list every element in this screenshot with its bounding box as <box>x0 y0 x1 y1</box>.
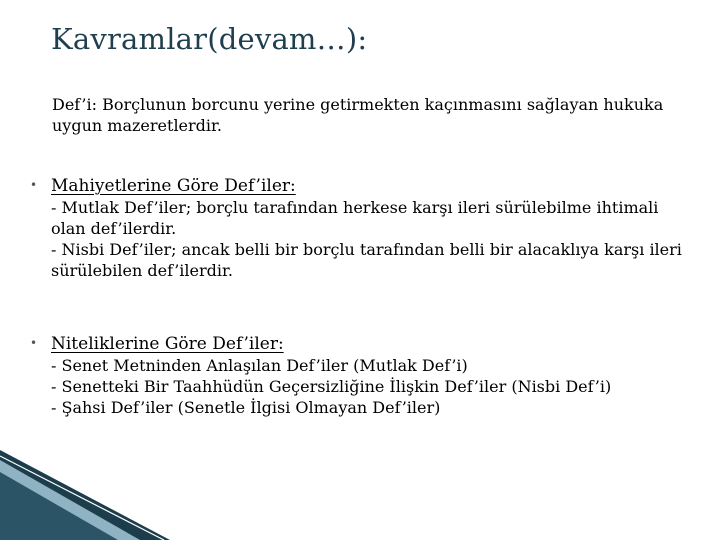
definition-text: Def’i: Borçlunun borcunu yerine getirmekten kaçınmasını sağlayan hukuka uygun mazeretlerdir. <box>52 95 664 135</box>
bullet-dot-icon: • <box>30 178 38 192</box>
bullet-dot-icon: • <box>30 336 38 350</box>
bullet-line: - Şahsi Def’iler (Senetle İlgisi Olmayan Def’iler) <box>51 398 441 417</box>
bullet-heading: Mahiyetlerine Göre Def’iler: <box>51 176 296 196</box>
bullet-heading: Niteliklerine Göre Def’iler: <box>51 334 284 354</box>
bullet-line: - Mutlak Def’iler; borçlu tarafından herkese karşı ileri sürülebilme ihtimali olan def’ilerdir. <box>51 198 659 238</box>
bullet-body <box>51 334 690 418</box>
bullet-line: - Nisbi Def’iler; ancak belli bir borçlu tarafından belli bir alacaklıya karşı ileri sürülebilen def’ilerdir. <box>51 240 682 280</box>
bullet-item-mahiyet <box>30 176 690 281</box>
bullet-item-nitelik <box>30 334 690 418</box>
bullet-line: - Senet Metninden Anlaşılan Def’iler (Mutlak Def’i) <box>51 356 468 375</box>
bullet-body <box>51 176 690 281</box>
bullet-line: - Senetteki Bir Taahhüdün Geçersizliğine İlişkin Def’iler (Nisbi Def’i) <box>51 377 612 396</box>
slide-title: Kavramlar(devam…): <box>51 22 368 56</box>
corner-decoration <box>0 450 170 540</box>
